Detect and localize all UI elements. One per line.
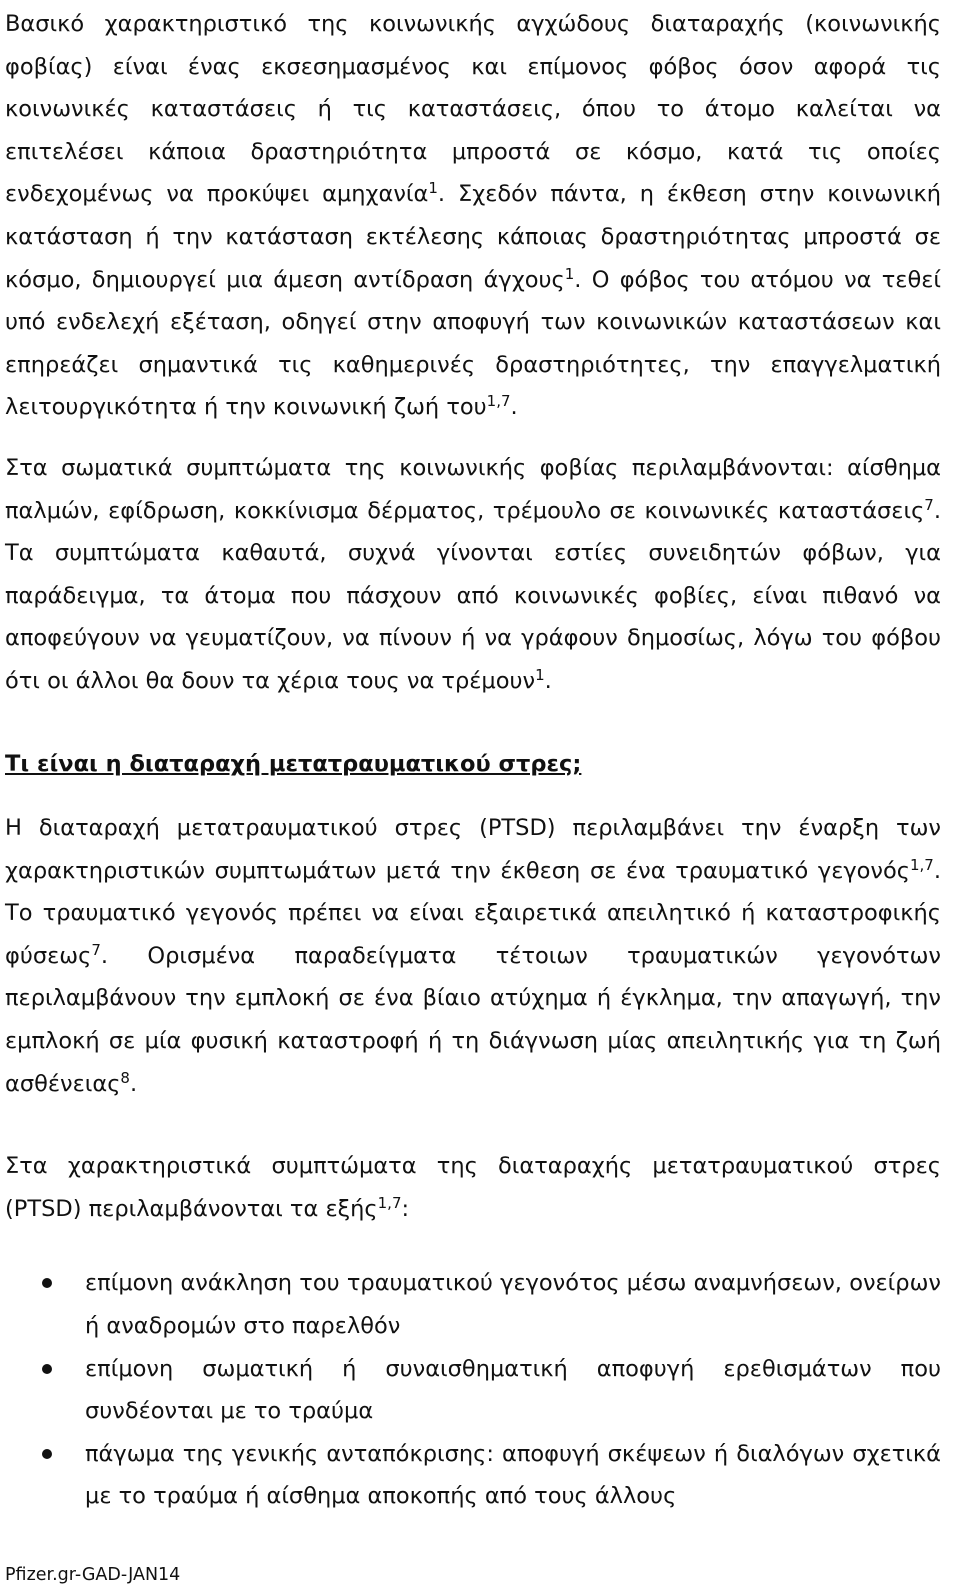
paragraph-ptsd-symptoms-intro <box>5 1145 941 1230</box>
list-item-text: επίμονη σωματική ή συναισθηματική αποφυγή ερεθισμάτων που συνδέονται με το τραύμα <box>85 1355 941 1425</box>
text-run: . <box>544 667 552 694</box>
text-run: . Το τραυματικό γεγονός πρέπει να είναι εξαιρετικά απειλητικό ή καταστροφικής φύσεως <box>5 857 941 969</box>
reference-superscript: 1 <box>428 179 438 198</box>
footer-document-code: Pfizer.gr-GAD-JAN14 <box>5 1565 181 1585</box>
reference-superscript: 1,7 <box>377 1193 402 1212</box>
document-page <box>5 0 941 1518</box>
bullet-icon <box>42 1278 52 1288</box>
reference-superscript: 1,7 <box>486 392 511 411</box>
list-item <box>5 1348 941 1433</box>
text-run: Στα χαρακτηριστικά συμπτώματα της διαταραχής μετατραυματικού στρες (PTSD) περιλαμβάνονται τα εξής <box>5 1153 941 1222</box>
text-run: : <box>401 1195 410 1222</box>
text-run: . <box>510 394 518 421</box>
text-run: Στα σωματικά συμπτώματα της κοινωνικής φοβίας περιλαμβάνονται: αίσθημα παλμών, εφίδρωση, κοκκίνισμα δέρματος, τρέμουλο σε κοινωνικές καταστάσεις <box>5 454 941 524</box>
text-run: . <box>129 1070 138 1097</box>
reference-superscript: 1 <box>564 264 575 283</box>
list-item <box>5 1262 941 1347</box>
bullet-icon <box>42 1364 52 1374</box>
text-run: . Τα συμπτώματα καθαυτά, συχνά γίνονται εστίες συνειδητών φόβων, για παράδειγμα, τα άτομα που πάσχουν από κοινωνικές φοβίες, είναι πιθανό να αποφεύγουν να γευματίζουν, να πίνουν ή να γράφουν δημοσίως, λόγω του φόβου ότι οι άλλοι θα δουν τα χέρια τους να τρέμουν <box>5 497 941 694</box>
text-run: Η διαταραχή μετατραυματικού στρες (PTSD) περιλαμβάνει την έναρξη των χαρακτηριστικών συμπτωμάτων μετά την έκθεση σε ένα τραυματικό γεγονός <box>5 815 941 884</box>
list-item <box>5 1433 941 1518</box>
paragraph-ptsd-definition <box>5 807 941 1105</box>
text-run: Βασικό χαρακτηριστικό της κοινωνικής αγχώδους διαταραχής (κοινωνικής φοβίας) είναι ένας εκσεσημασμένος και επίμονος φόβος όσον αφορά τις κοινωνικές καταστάσεις ή τις καταστάσεις, όπου το άτομο καλείται να επιτελέσει κάποια δραστηριότητα μπροστά σε κόσμο, κατά τις οποίες ενδεχομένως να προκύψει αμηχανία <box>5 11 941 208</box>
reference-superscript: 1 <box>535 665 545 684</box>
reference-superscript: 8 <box>120 1068 130 1087</box>
text-run: . Σχεδόν πάντα, η έκθεση στην κοινωνική κατάσταση ή την κατάσταση εκτέλεσης κάποιας δραστηριότητας μπροστά σε κόσμο, δημιουργεί μια άμεση αντίδραση άγχους <box>5 181 941 293</box>
reference-superscript: 1,7 <box>909 855 934 874</box>
section-heading-ptsd: Τι είναι η διαταραχή μετατραυματικού στρες; <box>5 750 582 777</box>
ptsd-symptom-list <box>5 1262 941 1518</box>
text-run: . Ο φόβος του ατόμου να τεθεί υπό ενδελεχή εξέταση, οδηγεί στην αποφυγή των κοινωνικών καταστάσεων και επηρεάζει σημαντικά τις καθημερινές δραστηριότητες, την επαγγελματική λειτουργικότητα ή την κοινωνική ζωή του <box>5 266 942 421</box>
paragraph-social-phobia-definition <box>5 3 941 429</box>
list-item-text: επίμονη ανάκληση του τραυματικού γεγονότος μέσω αναμνήσεων, ονείρων ή αναδρομών στο παρελθόν <box>85 1270 941 1340</box>
text-run: . Ορισμένα παραδείγματα τέτοιων τραυματικών γεγονότων περιλαμβάνουν την εμπλοκή σε ένα βίαιο ατύχημα ή έγκλημα, την απαγωγή, την εμπλοκή σε μία φυσική καταστροφή ή τη διάγνωση μίας απειλητικής για τη ζωή ασθένειας <box>5 942 941 1097</box>
list-item-text: πάγωμα της γενικής ανταπόκρισης: αποφυγή σκέψεων ή διαλόγων σχετικά με το τραύμα ή αίσθημα αποκοπής από τους άλλους <box>85 1440 941 1510</box>
bullet-icon <box>42 1449 52 1459</box>
reference-superscript: 7 <box>924 495 934 514</box>
paragraph-social-phobia-symptoms <box>5 447 941 703</box>
reference-superscript: 7 <box>91 940 101 959</box>
